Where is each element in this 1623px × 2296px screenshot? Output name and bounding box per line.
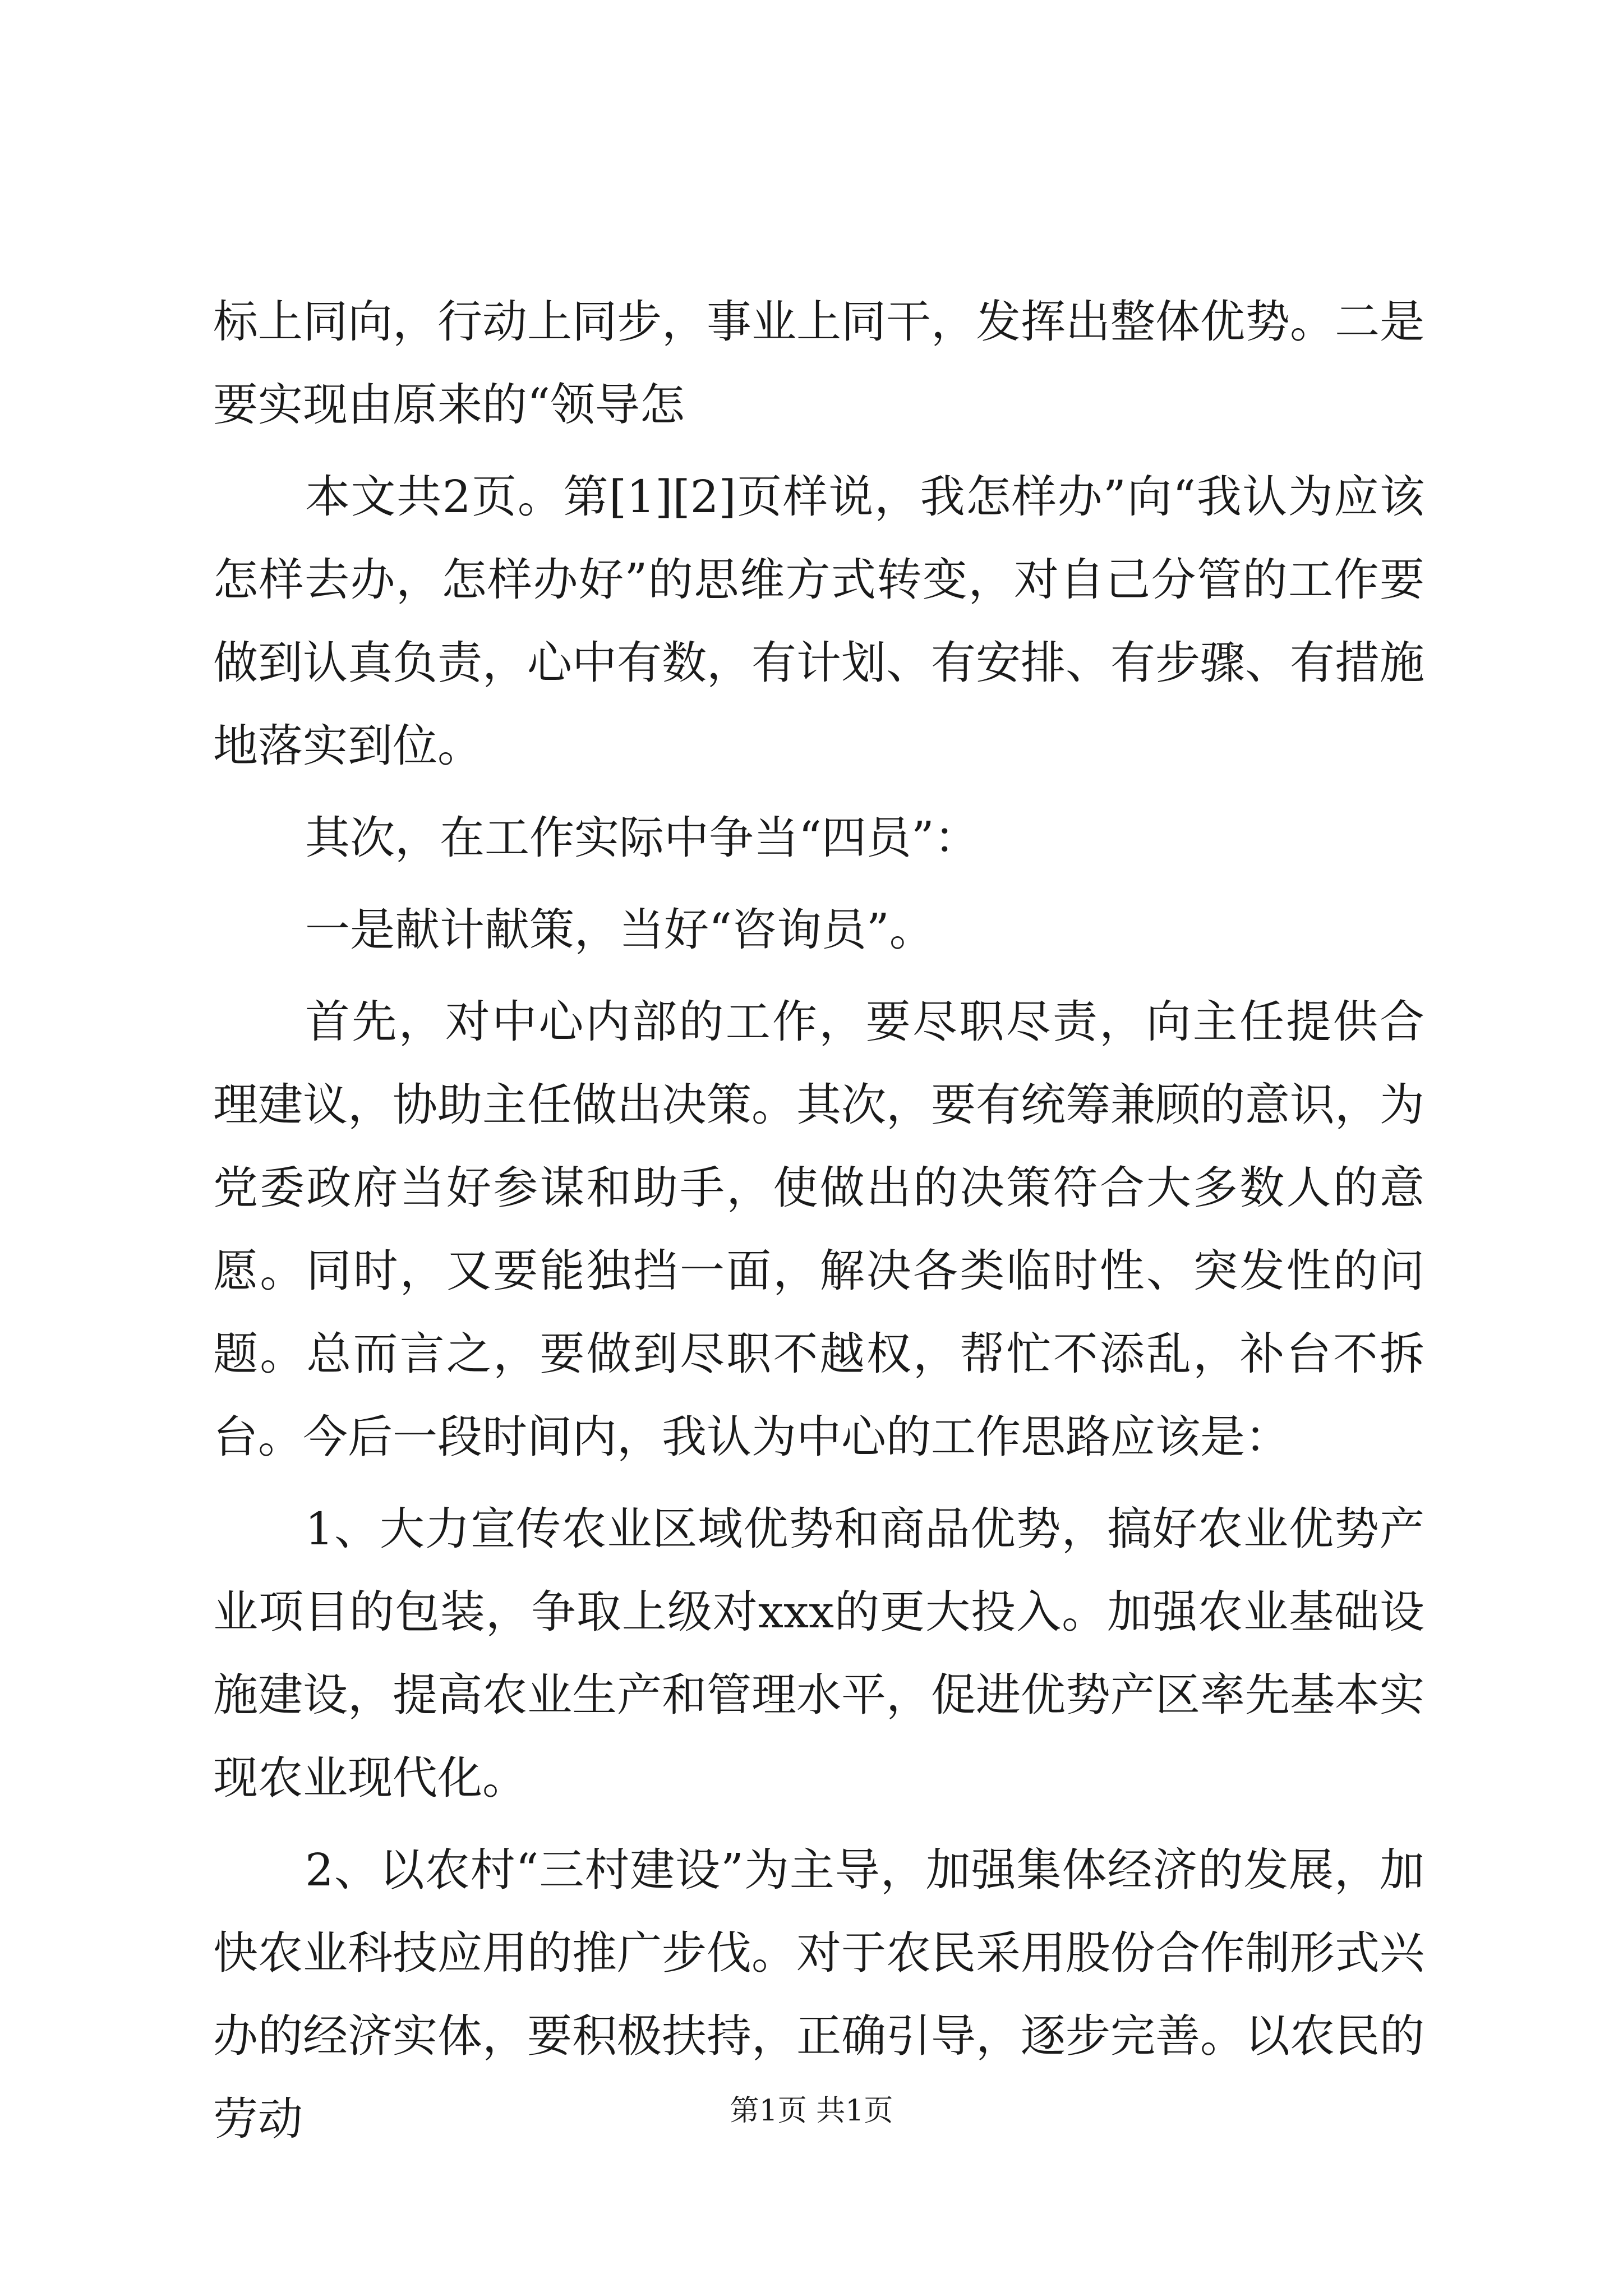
- paragraph-2: 本文共2页。第[1][2]页样说，我怎样办”向“我认为应该怎样去办，怎样办好”的思维方式转变，对自己分管的工作要做到认真负责，心中有数，有计划、有安排、有步骤、有措施地落实到位。: [213, 471, 1424, 772]
- document-body: [213, 280, 1424, 2170]
- paragraph-4: 一是献计献策，当好“咨询员”。: [305, 904, 934, 956]
- paragraph-5: 首先，对中心内部的工作，要尽职尽责，向主任提供合理建议，协助主任做出决策。其次，要有统筹兼顾的意识，为党委政府当好参谋和助手，使做出的决策符合大多数人的意愿。同时，又要能独挡一面，解决各类临时性、突发性的问题。总而言之，要做到尽职不越权，帮忙不添乱，补台不拆台。今后一段时间内，我认为中心的工作思路应该是：: [213, 996, 1424, 1463]
- paragraph-1: 标上同向，行动上同步，事业上同干，发挥出整体优势。二是要实现由原来的“领导怎: [213, 296, 1424, 431]
- paragraph-7: 2、以农村“三村建设”为主导，加强集体经济的发展，加快农业科技应用的推广步伐。对于农民采用股份合作制形式兴办的经济实体，要积极扶持，正确引导，逐步完善。以农民的劳动: [213, 1844, 1424, 2145]
- page-footer: 第1页 共1页: [730, 2094, 893, 2128]
- paragraph-3: 其次，在工作实际中争当“四员”：: [305, 812, 979, 864]
- paragraph-6: 1、大力宣传农业区域优势和商品优势，搞好农业优势产业项目的包装，争取上级对xxx的更大投入。加强农业基础设施建设，提高农业生产和管理水平，促进优势产区率先基本实现农业现代化。: [213, 1503, 1424, 1804]
